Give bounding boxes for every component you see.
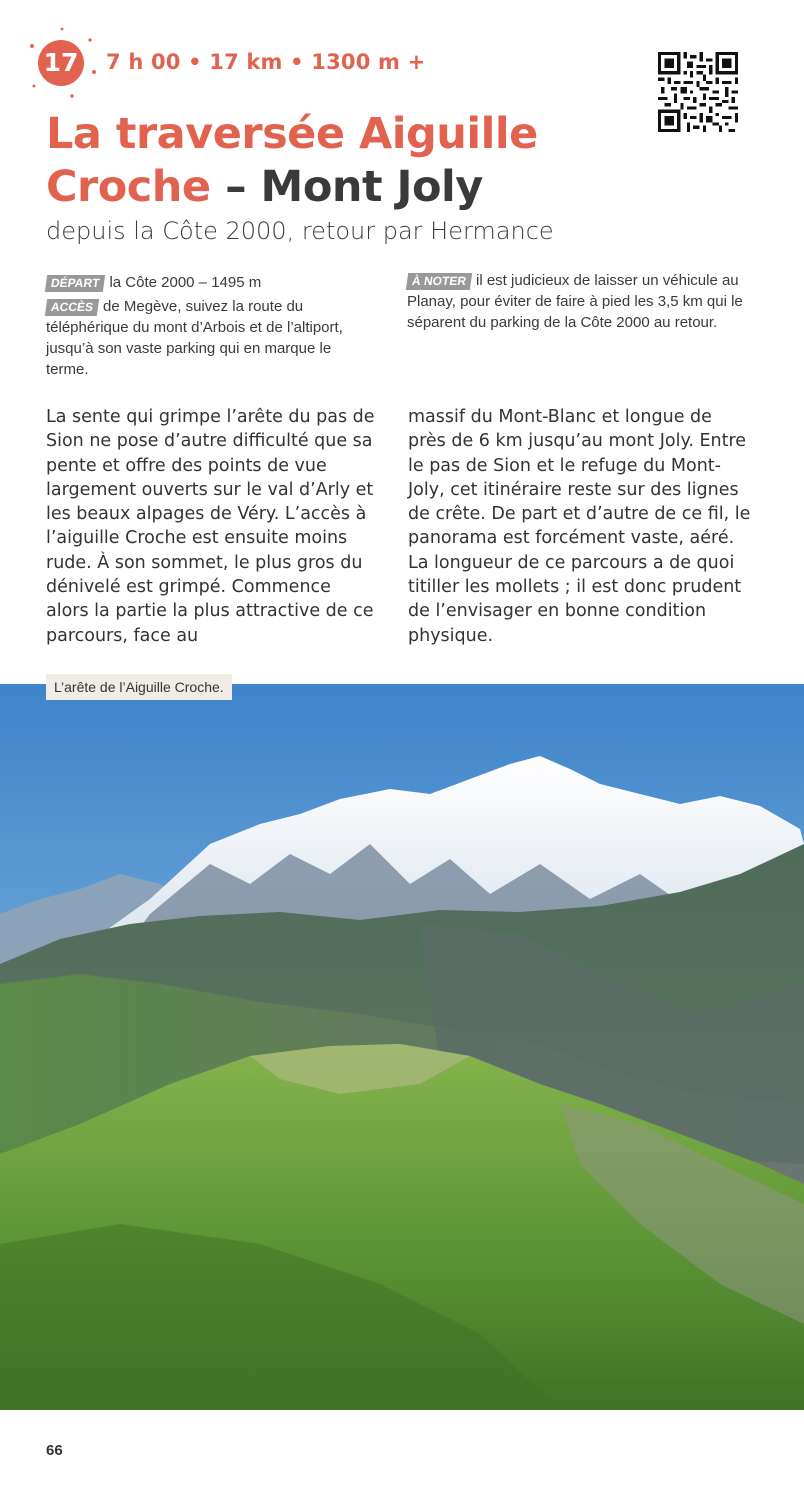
page-subtitle: depuis la Côte 2000, retour par Hermance [46,217,554,245]
mountain-photo [0,684,804,1410]
acces-text: de Megève, suivez la route du téléphérique du mont d’Arbois et de l’altiport, jusqu’à son vaste parking qui en marque le terme. [46,298,343,378]
body-column-2: massif du Mont-Blanc et longue de près de 6 km jusqu’au mont Joly. Entre le pas de Sion et le refuge du Mont-Joly, cet itinéraire reste sur des lignes de crête. De part et d’autre de ce fil, le panorama est forcément vaste, aéré. La longueur de ce parcours a de quoi titiller les mollets ; il est donc prudent de l’envisager en bonne condition physique. [408,407,751,646]
photo-caption: L’arête de l’Aiguille Croche. [46,674,232,700]
title-part-2: Croche [46,162,211,212]
title-part-3: – Mont Joly [225,162,483,212]
route-number-badge: 17 [38,40,84,86]
noter-text: il est judicieux de laisser un véhicule au Planay, pour éviter de faire à pied les 3,5 km qui le séparent du parking de la Côte 2000 au retour. [407,272,743,331]
info-block-left [46,272,376,383]
depart-line [46,272,376,293]
acces-line [46,296,376,380]
route-stats: 7 h 00 • 17 km • 1300 m + [106,50,426,74]
depart-tag: DÉPART [45,275,106,292]
body-column-1: La sente qui grimpe l’arête du pas de Sion ne pose d’autre difficulté que sa pente et offre des points de vue largement ouverts sur le val d’Arly et les beaux alpages de Véry. L’accès à l’aiguille Croche est ensuite moins rude. À son sommet, le plus gros du dénivelé est grimpé. Commence alors la partie la plus attractive de ce parcours, face au [46,407,375,646]
depart-text: la Côte 2000 – 1495 m [109,274,262,291]
qr-code-icon [658,52,738,132]
page-number: 66 [46,1442,63,1459]
noter-line [407,270,757,333]
title-part-1: La traversée Aiguille [46,109,538,159]
acces-tag: ACCÈS [45,299,99,316]
noter-tag: À NOTER [406,273,472,290]
info-block-right [407,270,757,336]
page-title [46,108,646,214]
